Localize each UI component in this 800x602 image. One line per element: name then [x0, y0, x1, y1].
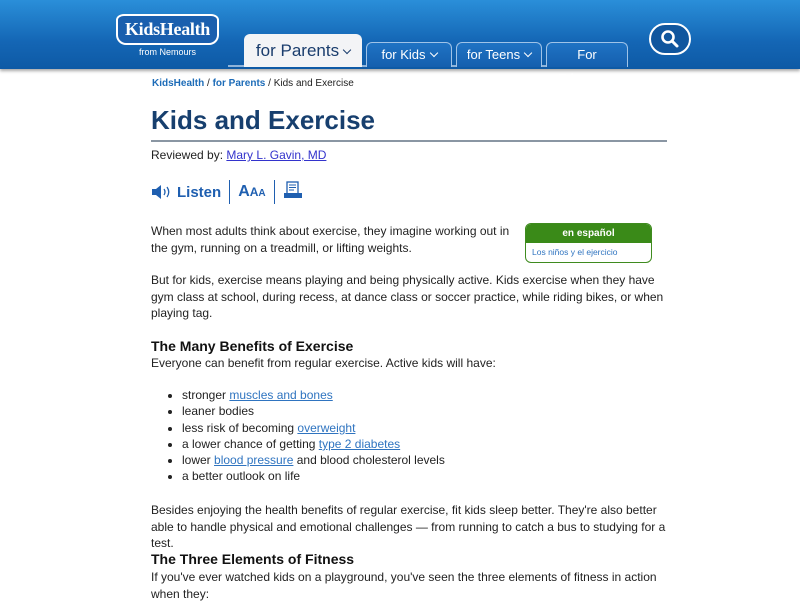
text-size-button[interactable]: [238, 183, 265, 201]
tab-label: For Educators: [557, 47, 617, 86]
tab-label: for Teens: [466, 47, 521, 62]
listen-label: Listen: [177, 183, 222, 201]
list-text: lower: [182, 453, 215, 468]
breadcrumb-separator: /: [268, 78, 271, 89]
logo-wordmark: KidsHealth: [116, 14, 219, 45]
search-button[interactable]: [649, 23, 691, 55]
speaker-icon: [151, 184, 173, 200]
text-size-large: A: [238, 183, 250, 200]
text-size-small: A: [258, 188, 266, 199]
fitness-lead: If you've ever watched kids on a playground, you've seen the three elements of fitness in action when they:: [151, 570, 657, 601]
page-title: Kids and Exercise: [151, 105, 375, 135]
list-text: a better outlook on life: [182, 469, 301, 484]
list-item: [182, 387, 445, 403]
muscles-and-bones-link[interactable]: muscles and bones: [229, 388, 333, 402]
list-text: less risk of becoming: [182, 420, 298, 435]
tool-divider: [274, 180, 275, 204]
reviewed-by: [151, 148, 326, 162]
reviewed-label: Reviewed by:: [151, 148, 224, 162]
benefits-list: [151, 387, 445, 485]
tab-for-educators[interactable]: [546, 42, 628, 86]
section-heading-benefits: The Many Benefits of Exercise: [151, 338, 354, 354]
breadcrumb-separator: /: [207, 78, 210, 89]
list-item: [182, 452, 445, 468]
spanish-heading: en español: [526, 224, 651, 243]
breadcrumb-current: Kids and Exercise: [273, 78, 354, 89]
blood-pressure-link[interactable]: blood pressure: [214, 453, 294, 468]
listen-button[interactable]: [151, 184, 221, 201]
tab-for-parents[interactable]: [244, 34, 362, 67]
spanish-link-row: [526, 243, 651, 261]
text-size-medium: A: [249, 185, 259, 199]
reviewer-link[interactable]: Mary L. Gavin, MD: [226, 148, 327, 162]
benefits-summary: Besides enjoying the health benefits of regular exercise, fit kids sleep better. They're also better able to handle physical and emotional challenges — from running to catch a bus to studying for a test.: [151, 503, 666, 550]
list-item: [182, 468, 445, 484]
intro-paragraph-2: But for kids, exercise means playing and being physically active. Kids exercise when they have gym class at school, during recess, at dance class or soccer practice, while riding bikes, or when playing tag.: [151, 273, 664, 320]
intro-paragraph-1: When most adults think about exercise, they imagine working out in the gym, running on a treadmill, or lifting weights.: [151, 224, 510, 255]
breadcrumb-for-parents[interactable]: for Parents: [212, 78, 266, 89]
list-item: [182, 420, 445, 436]
list-item: [182, 403, 445, 419]
breadcrumb: [152, 78, 354, 89]
tab-label: for Parents: [255, 41, 340, 60]
list-text: leaner bodies: [182, 404, 255, 419]
print-icon: [283, 181, 303, 199]
chevron-down-icon: [524, 49, 532, 57]
list-item: [182, 436, 445, 452]
section-heading-fitness: The Three Elements of Fitness: [151, 551, 355, 567]
list-text: and blood cholesterol levels: [293, 453, 445, 468]
tab-for-teens[interactable]: [456, 42, 542, 67]
article-tools: [151, 179, 303, 205]
list-text: stronger: [182, 388, 230, 402]
type-2-diabetes-link[interactable]: type 2 diabetes: [318, 436, 401, 451]
print-button[interactable]: [283, 181, 303, 204]
chevron-down-icon: [343, 46, 351, 54]
benefits-lead: Everyone can benefit from regular exercise. Active kids will have:: [151, 356, 496, 370]
kidshealth-logo[interactable]: [116, 14, 217, 60]
title-divider: [151, 140, 667, 142]
list-text: a lower chance of getting: [182, 436, 319, 451]
search-icon: [660, 29, 680, 49]
overweight-link[interactable]: overweight: [297, 420, 356, 435]
tool-divider: [229, 180, 230, 204]
logo-subtitle: from Nemours: [138, 47, 196, 57]
spanish-version-box: [525, 223, 652, 263]
tab-for-kids[interactable]: [366, 42, 452, 67]
tab-label: for Kids: [381, 47, 426, 62]
chevron-down-icon: [429, 49, 437, 57]
breadcrumb-kidshealth[interactable]: KidsHealth: [152, 78, 205, 89]
spanish-article-link[interactable]: Los niños y el ejercicio: [532, 247, 618, 257]
